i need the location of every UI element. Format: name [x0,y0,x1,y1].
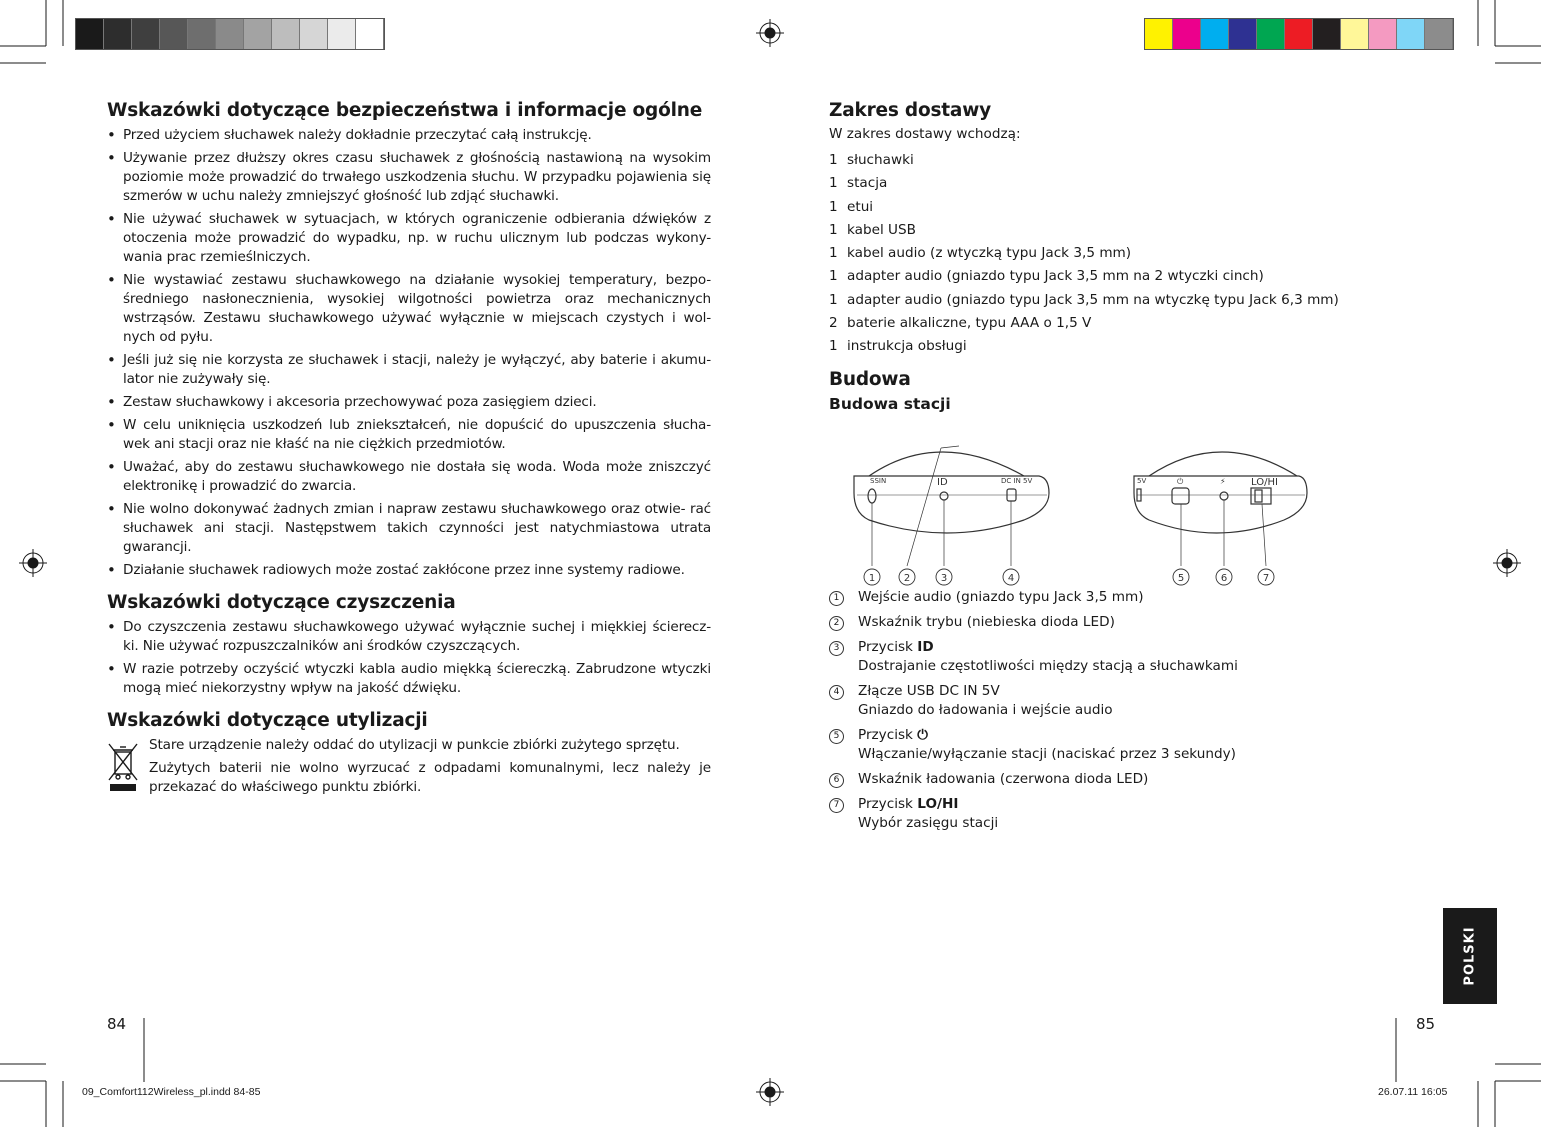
color-swatch [76,19,104,49]
color-swatch [160,19,188,49]
list-item: 4 Złącze USB DC IN 5V Gniazdo do ładowania i wejście audio [829,682,1429,720]
color-swatch [1313,19,1341,49]
callout-2: 2 [903,572,911,584]
color-swatch [104,19,132,49]
label-dcin: DC IN 5V [1001,476,1033,485]
parts-list [829,588,1429,833]
list-item: 1 instrukcja obsługi [829,338,967,355]
list-item: • Uważać, aby do zestawu słuchawkowego nie dostała się woda. Woda może zniszczyć elektronikę i prowadzić do zwarcia. [107,458,711,496]
color-swatch [300,19,328,49]
label-id: ID [937,476,948,488]
callout-7: 7 [1262,572,1270,584]
color-swatch [1397,19,1425,49]
list-item: • Nie wolno dokonywać żadnych zmian i napraw zestawu słuchawkowego oraz otwie- rać słuchawek ani stacji. Następstwem takich czynności jest natychmiastowa utrata gwarancji. [107,500,711,557]
list-item: • Nie wystawiać zestawu słuchawkowego na działanie wysokiej temperatury, bezpo- średniego nasłonecznienia, wysokiej wilgotności powietrza oraz mechanicznych wstrząsów. Zestawu słuchawkowego używać wyłącznie w miejscach czystych i wol- nych od pyłu. [107,271,711,347]
list-item: • Jeśli już się nie korzysta ze słuchawek i stacji, należy je wyłączyć, aby baterie i akumu- lator nie zużywały się. [107,351,711,389]
list-item: 6 Wskaźnik ładowania (czerwona dioda LED) [829,770,1429,789]
build-heading: Budowa [829,368,911,390]
list-item: 1 kabel audio (z wtyczką typu Jack 3,5 mm) [829,245,1132,262]
right-page [829,100,1429,839]
list-item: 7 Przycisk LO/HI Wybór zasięgu stacji [829,795,1429,833]
build-subheading: Budowa stacji [829,394,951,413]
list-item: • Nie używać słuchawek w sytuacjach, w których ograniczenie odbierania dźwięków z otoczenia może prowadzić do wypadku, np. w ruchu ulicznym lub podczas wykony- wania prac rzemieślniczych. [107,210,711,267]
color-swatch [1369,19,1397,49]
left-page [107,100,711,801]
delivery-list [829,149,1429,359]
color-swatch [244,19,272,49]
list-item: • Używanie przez dłuższy okres czasu słuchawek z głośnością nastawioną na wysokim poziomie może prowadzić do trwałego uszkodzenia słuchu. W przypadku pojawienia się szmerów w uchu należy zmniejszyć głośność lub zdjąć słuchawki. [107,149,711,206]
list-item: 1 adapter audio (gniazdo typu Jack 3,5 mm na 2 wtyczki cinch) [829,268,1264,285]
cleaning-heading: Wskazówki dotyczące czyszczenia [107,592,456,613]
color-swatch [1341,19,1369,49]
list-item: • Działanie słuchawek radiowych może zostać zakłócone przez inne systemy radiowe. [107,561,711,580]
label-5v: 5V [1137,476,1147,485]
delivery-heading: Zakres dostawy [829,100,991,121]
callout-5: 5 [1177,572,1185,584]
disposal-text-device: Stare urządzenie należy oddać do utylizacji w punkcie zbiórki zużytego sprzętu. [149,737,680,753]
slug-date: 26.07.11 16:05 [1378,1086,1448,1098]
station-diagram [829,418,1429,584]
cleaning-list [107,618,711,698]
color-swatch [1173,19,1201,49]
list-item: 1 stacja [829,175,888,192]
list-item: 1 Wejście audio (gniazdo typu Jack 3,5 mm) [829,588,1429,607]
list-item: • Zestaw słuchawkowy i akcesoria przechowywać poza zasięgiem dzieci. [107,393,711,412]
slug-file-name: 09_Comfort112Wireless_pl.indd 84-85 [82,1086,261,1098]
label-lohi: LO/HI [1251,476,1278,488]
page-number-left: 84 [107,1015,127,1033]
callout-4: 4 [1007,572,1015,584]
color-swatch [1201,19,1229,49]
color-swatch [132,19,160,49]
color-swatch [188,19,216,49]
language-tab: POLSKI [1443,908,1497,1004]
delivery-intro: W zakres dostawy wchodzą: [829,126,1021,142]
list-item: • W razie potrzeby oczyścić wtyczki kabla audio miękką ściereczką. Zabrudzone wtyczki mogą mieć niekorzystny wpływ na jakość dźwięku. [107,660,711,698]
list-item: 3 Przycisk ID Dostrajanie częstotliwości między stacją a słuchawkami [829,638,1429,676]
list-item: 1 słuchawki [829,152,914,168]
crossed-out-bin-icon [107,740,149,801]
list-item: • W celu uniknięcia uszkodzeń lub zniekształceń, nie dopuścić do upuszczenia słucha- wek ani stacji oraz nie kłaść na nie ciężkich przedmiotów. [107,416,711,454]
lightning-icon: ⚡ [1220,476,1226,486]
list-item: • Do czyszczenia zestawu słuchawkowego używać wyłącznie suchej i miękkiej ścierecz- ki. Nie używać rozpuszczalników ani środków czyszczących. [107,618,711,656]
page-number-right: 85 [1416,1015,1436,1033]
grayscale-color-bar [75,18,385,50]
callout-3: 3 [940,572,948,584]
disposal-text-batteries: Zużytych baterii nie wolno wyrzucać z odpadami komunalnymi, lecz należy je przekazać do właściwego punktu zbiórki. [149,760,711,795]
callout-1: 1 [868,572,876,584]
color-swatch [1425,19,1453,49]
color-swatch [328,19,356,49]
color-swatch [272,19,300,49]
list-item: 2 Wskaźnik trybu (niebieska dioda LED) [829,613,1429,632]
callout-6: 6 [1220,572,1228,584]
list-item: 1 kabel USB [829,221,916,238]
label-ssin: SSIN [870,476,887,485]
list-item: 1 etui [829,198,874,215]
list-item: 1 adapter audio (gniazdo typu Jack 3,5 mm na wtyczkę typu Jack 6,3 mm) [829,291,1339,308]
disposal-heading: Wskazówki dotyczące utylizacji [107,710,428,731]
color-swatch [1229,19,1257,49]
safety-list [107,126,711,580]
safety-heading: Wskazówki dotyczące bezpieczeństwa i informacje ogólne [107,100,703,121]
color-swatch [1257,19,1285,49]
list-item: • Przed użyciem słuchawek należy dokładnie przeczytać całą instrukcję. [107,126,711,145]
color-swatch [1285,19,1313,49]
list-item: 2 baterie alkaliczne, typu AAA o 1,5 V [829,315,1092,332]
registration-target-icon [756,19,784,47]
color-swatch [216,19,244,49]
process-color-bar [1144,18,1454,50]
color-swatch [356,19,384,49]
list-item: 5 Przycisk ⏻ Włączanie/wyłączanie stacji (naciskać przez 3 sekundy) [829,726,1429,764]
color-swatch [1145,19,1173,49]
disposal-section [107,736,711,801]
power-icon: ⏻ [1177,476,1184,486]
